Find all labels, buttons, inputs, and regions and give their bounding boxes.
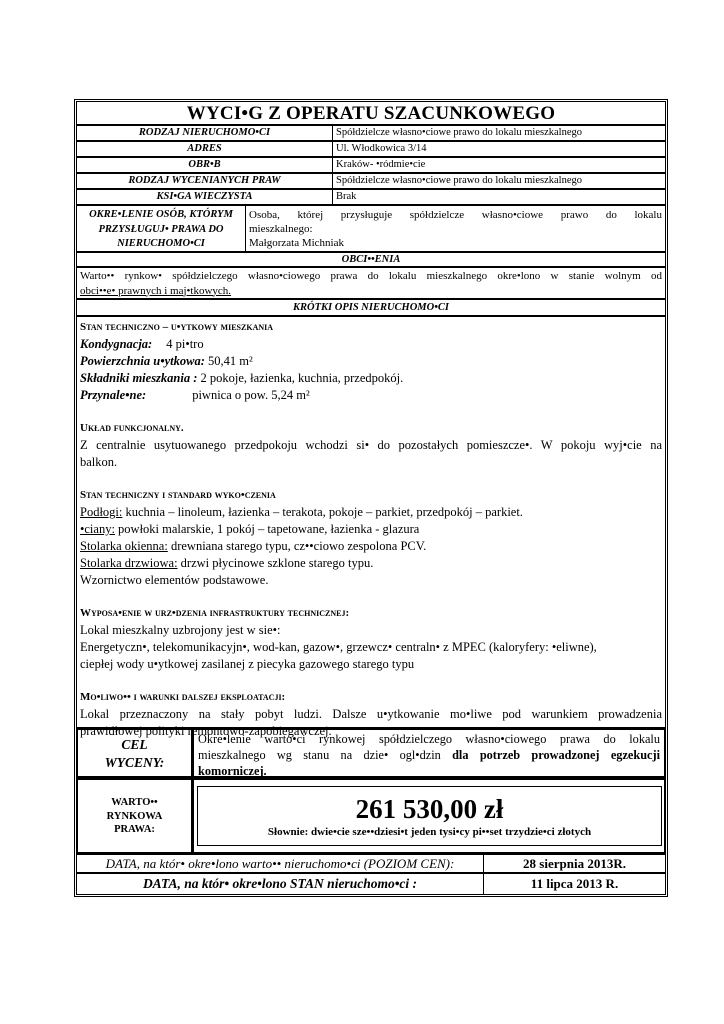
purpose-line-part: mieszkalnego wg stanu na dzie• ogl•dzin [198, 748, 453, 762]
description-header: KRÓTKI OPIS NIERUCHOMO•CI [76, 299, 666, 316]
doors-label: Stolarka drzwiowa: [80, 556, 178, 570]
floor-value: 4 pi•tro [166, 337, 204, 351]
doors-line [80, 555, 662, 572]
windows-value: drewniana starego typu, cz••ciowo zespolona PCV. [167, 539, 427, 553]
value-label [76, 778, 193, 854]
purpose-label-line: CEL [121, 737, 148, 752]
state-date-label: DATA, na któr• okre•lono STAN nieruchomo•ci : [76, 873, 484, 895]
owner-label-line: PRZYSŁUGUJ• PRAWA DO [98, 223, 224, 235]
extra-line [80, 387, 662, 404]
value-label-line: RYNKOWA [106, 810, 163, 822]
owner-label-line: OKRE•LENIE OSÓB, KTÓRYM [89, 209, 233, 220]
usage-header: Mo•liwo•• i warunki dalszej eksploatacji: [80, 691, 286, 703]
equipment-line: Lokal mieszkalny uzbrojony jest w sie•: [80, 623, 281, 637]
district-value: Kraków- •ródmie•cie [332, 157, 666, 173]
walls-value: powłoki malarskie, 1 pokój – tapetowane, łazienka - glazura [114, 522, 420, 536]
extra-label: Przynale•ne: [80, 388, 147, 402]
usage-line: Lokal przeznaczony na stały pobyt ludzi. Dalsze u•ytkowanie mo•liwe pod warunkiem prowadzenia [80, 707, 662, 721]
standard-header: Stan techniczny i standard wyko•czenia [80, 489, 276, 501]
rooms-value: 2 pokoje, łazienka, kuchnia, przedpokój. [200, 371, 404, 385]
equipment-header: Wyposa•enie w urz•dzenia infrastruktury technicznej: [80, 607, 350, 619]
rights-type-label: RODZAJ WYCENIANYCH PRAW [76, 173, 333, 189]
market-value-amount: 261 530,00 zł [355, 794, 504, 824]
district-label: OBR•B [76, 157, 333, 173]
address-label: ADRES [76, 141, 333, 157]
address-value: Ul. Włodkowica 3/14 [332, 141, 666, 157]
land-register-label: KSI•GA WIECZYSTA [76, 189, 333, 205]
encumbrance-line: Warto•• rynkow• spółdzielczego własno•ciowego prawa do lokalu mieszkalnego okre•lono w stanie wolnym od [80, 270, 662, 282]
usage-line: prawidłowej polityki remontowo-zapobiegawczej. [80, 724, 332, 738]
owner-line: Osoba, której przysługuje spółdzielcze własno•ciowe prawo do lokalu [249, 209, 662, 221]
doors-value: drzwi płycinowe szklone starego typu. [177, 556, 374, 570]
design-line: Wzornictwo elementów podstawowe. [80, 573, 269, 587]
price-date-value: 28 sierpnia 2013R. [483, 854, 666, 873]
value-label-line: PRAWA: [114, 824, 155, 835]
layout-header: Układ funkcjonalny. [80, 422, 184, 434]
purpose-label [76, 728, 193, 778]
layout-line: balkon. [80, 455, 118, 469]
price-date-label: DATA, na któr• okre•lono warto•• nieruchomo•ci (POZIOM CEN): [76, 854, 484, 873]
owner-value [245, 205, 666, 252]
rooms-label: Składniki mieszkania : [80, 371, 198, 385]
owner-line: mieszkalnego: [249, 223, 313, 235]
area-label: Powierzchnia u•ytkowa: [80, 354, 205, 368]
purpose-label-line: WYCENY: [104, 755, 165, 770]
land-register-value: Brak [332, 189, 666, 205]
floors-line [80, 504, 662, 521]
layout-line: Z centralnie usytuowanego przedpokoju wchodzi si• do pozostałych pomieszcze•. W pokoju wyj•cie na [80, 438, 662, 452]
extra-value: piwnica o pow. 5,24 m² [192, 388, 310, 402]
walls-line [80, 521, 662, 538]
property-type-label: RODZAJ NIERUCHOMO•CI [76, 125, 333, 141]
market-value-words: Słownie: dwie•cie sze••dziesi•t jeden tysi•cy pi••set trzydzie•ci złotych [267, 826, 592, 838]
owner-label [76, 205, 246, 252]
windows-line [80, 538, 662, 555]
rights-type-value: Spółdzielcze własno•ciowe prawo do lokalu mieszkalnego [332, 173, 666, 189]
floor-line [80, 336, 662, 353]
rooms-line [80, 370, 662, 387]
equipment-line: ciepłej wody u•ytkowej zasilanej z piecyka gazowego starego typu [80, 657, 415, 671]
document-title: WYCI•G Z OPERATU SZACUNKOWEGO [76, 101, 666, 125]
area-line [80, 353, 662, 370]
encumbrance-text [76, 267, 666, 299]
purpose-line: komorniczej. [198, 764, 267, 778]
encumbrance-line: obci••e• prawnych i maj•tkowych. [80, 284, 232, 297]
description-body [76, 316, 666, 738]
owner-label-line: NIERUCHOMO•CI [117, 238, 205, 249]
tech-header: Stan techniczno – u•ytkowy mieszkania [80, 321, 274, 333]
floor-label: Kondygnacja: [80, 337, 153, 351]
purpose-line [198, 747, 660, 763]
owner-name: Małgorzata Michniak [249, 237, 344, 249]
value-label-line: WARTO•• [111, 797, 158, 808]
area-value: 50,41 m² [208, 354, 253, 368]
property-type-value: Spółdzielcze własno•ciowe prawo do lokalu mieszkalnego [332, 125, 666, 141]
purpose-text [192, 728, 666, 778]
equipment-line: Energetyczn•, telekomunikacyjn•, wod-kan, gazow•, grzewcz• centraln• z MPEC (kaloryfery: •eliwne), [80, 640, 597, 654]
walls-label: •ciany: [80, 522, 115, 536]
value-box [197, 786, 662, 846]
floors-label: Podłogi: [80, 505, 123, 519]
purpose-line: Okre•lenie warto•ci rynkowej spółdzielczego własno•ciowego prawa do lokalu [198, 732, 660, 746]
purpose-line-bold: dla potrzeb prowadzonej egzekucji [452, 748, 661, 762]
encumbrance-header: OBCI••ENIA [76, 252, 666, 267]
floors-value: kuchnia – linoleum, łazienka – terakota, pokoje – parkiet, przedpokój – parkiet. [122, 505, 523, 519]
windows-label: Stolarka okienna: [80, 539, 168, 553]
state-date-value: 11 lipca 2013 R. [483, 873, 666, 895]
